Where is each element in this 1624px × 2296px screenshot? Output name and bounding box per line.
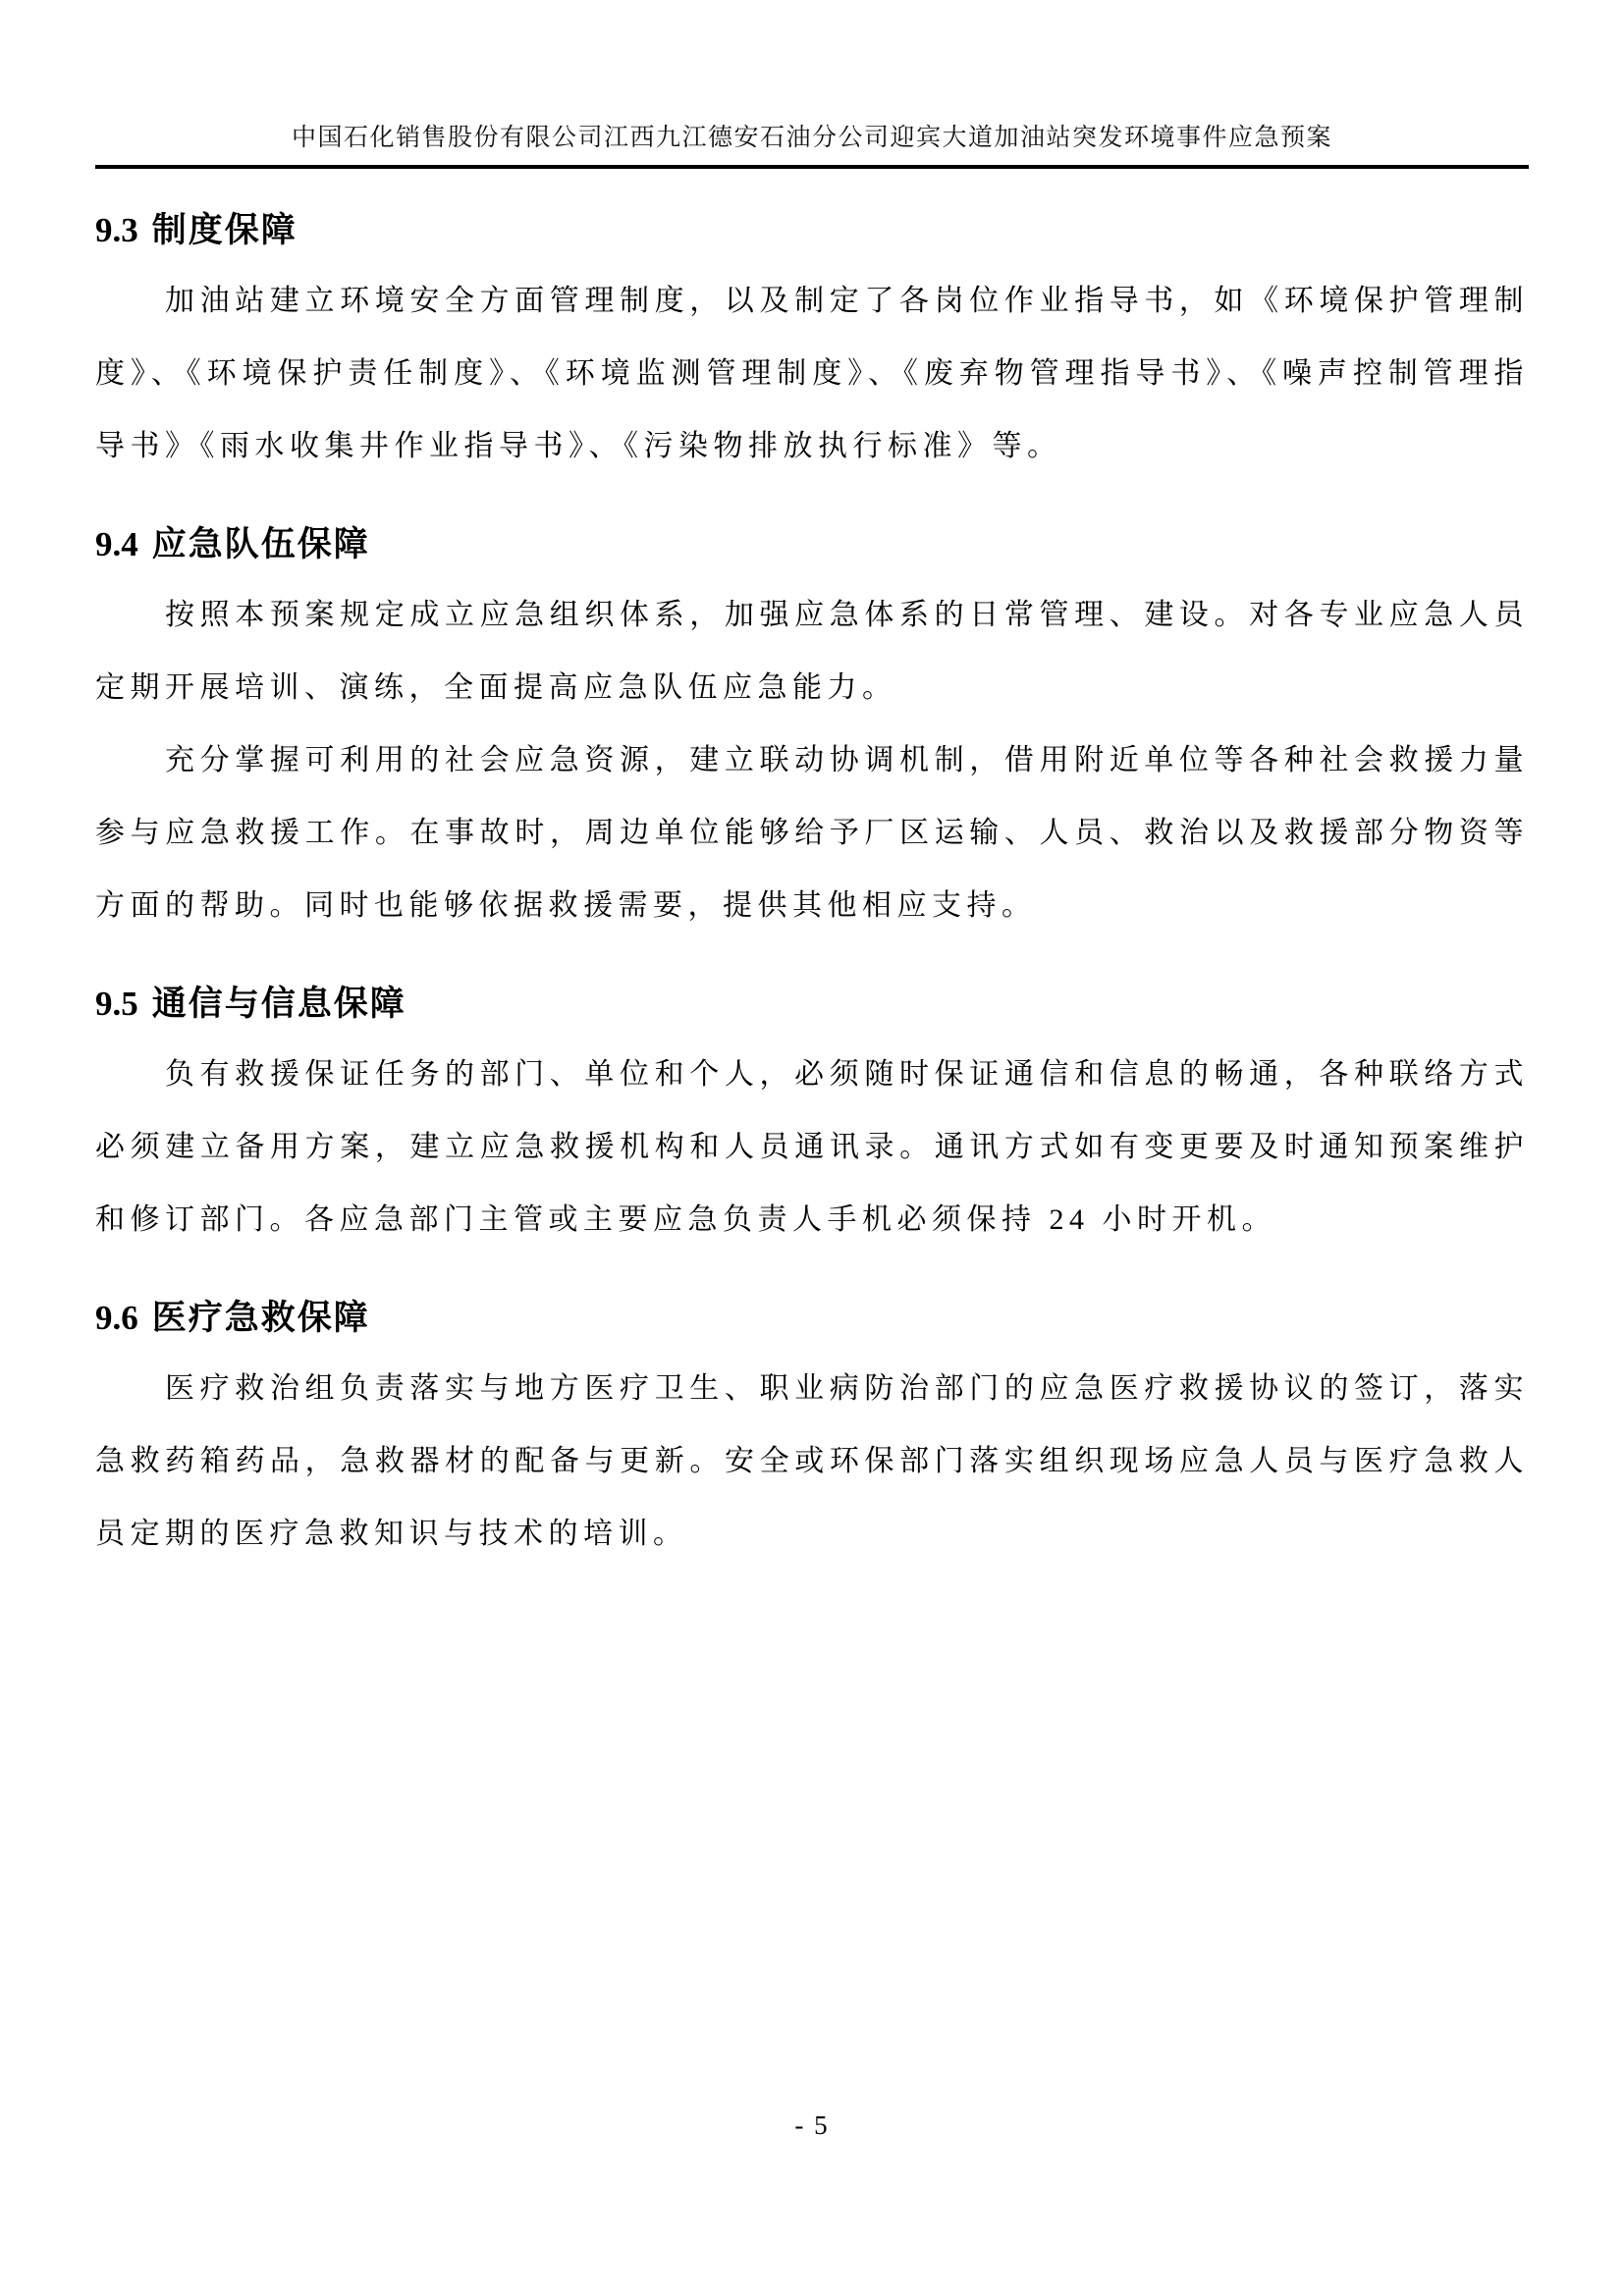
section-heading: [95, 520, 1529, 569]
paragraph: 医疗救治组负责落实与地方医疗卫生、职业病防治部门的应急医疗救援协议的签订，落实急救药箱药品，急救器材的配备与更新。安全或环保部门落实组织现场应急人员与医疗急救人员定期的医疗急救知识与技术的培训。: [95, 1372, 1529, 1550]
paragraph: 充分掌握可利用的社会应急资源，建立联动协调机制，借用附近单位等各种社会救援力量参与应急救援工作。在事故时，周边单位能够给予厂区运输、人员、救治以及救援部分物资等方面的帮助。同时也能够依据救援需要，提供其他相应支持。: [95, 744, 1529, 922]
section-heading: [95, 1294, 1529, 1343]
section-number: 9.6: [95, 1299, 138, 1337]
section-number: 9.3: [95, 211, 138, 249]
section-title: 医疗急救保障: [151, 1299, 370, 1337]
section-title: 通信与信息保障: [151, 985, 406, 1023]
section: [95, 520, 1529, 942]
section-heading: [95, 980, 1529, 1029]
paragraph: 负有救援保证任务的部门、单位和个人，必须随时保证通信和信息的畅通，各种联络方式必须建立备用方案，建立应急救援机构和人员通讯录。通讯方式如有变更要及时通知预案维护和修订部门。各应急部门主管或主要应急负责人手机必须保持 24 小时开机。: [95, 1058, 1529, 1236]
paragraph: 加油站建立环境安全方面管理制度，以及制定了各岗位作业指导书，如《环境保护管理制度》、《环境保护责任制度》、《环境监测管理制度》、《废弃物管理指导书》、《噪声控制管理指导书》《雨水收集井作业指导书》、《污染物排放执行标准》等。: [95, 285, 1529, 462]
section: [95, 980, 1529, 1256]
section: [95, 1294, 1529, 1571]
section-title: 制度保障: [151, 211, 298, 249]
page-number: - 5: [794, 2110, 830, 2140]
section: [95, 206, 1529, 483]
section-heading: [95, 206, 1529, 255]
page-footer: [0, 2110, 1624, 2141]
paragraph: 按照本预案规定成立应急组织体系，加强应急体系的日常管理、建设。对各专业应急人员定期开展培训、演练，全面提高应急队伍应急能力。: [95, 599, 1529, 704]
section-title: 应急队伍保障: [151, 525, 370, 563]
header-title: 中国石化销售股份有限公司江西九江德安石油分公司迎宾大道加油站突发环境事件应急预案: [291, 125, 1332, 151]
page-header: [95, 118, 1529, 169]
document-body: [95, 206, 1529, 1571]
section-number: 9.5: [95, 985, 138, 1023]
header-divider: [95, 165, 1529, 169]
section-number: 9.4: [95, 525, 138, 563]
